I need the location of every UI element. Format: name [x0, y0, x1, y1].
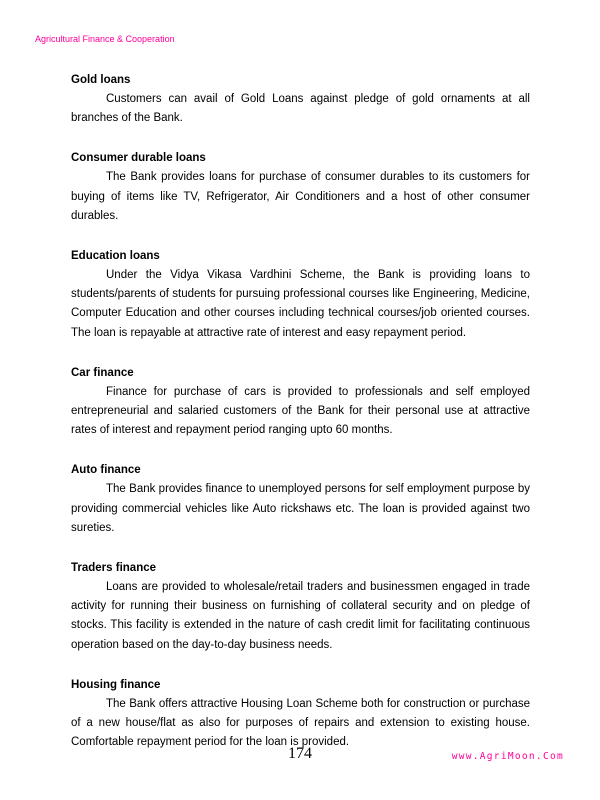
section-gold-loans — [71, 71, 530, 128]
section-body: The Bank provides finance to unemployed persons for self employment purpose by providing commercial vehicles like Auto rickshaws etc. The loan is provided against two sureties. — [71, 483, 530, 534]
section-title: Education loans — [71, 250, 160, 263]
section-housing-finance — [71, 676, 530, 753]
section-body: Under the Vidya Vikasa Vardhini Scheme, the Bank is providing loans to students/parents of students for pursuing professional courses like Engineering, Medicine, Computer Education and other courses including technical courses/job oriented courses. The loan is repayable at attractive rate of interest and easy repayment period. — [71, 269, 530, 339]
section-title: Gold loans — [71, 74, 131, 86]
section-title: Traders finance — [71, 562, 157, 575]
section-education-loans — [71, 247, 530, 343]
section-body: The Bank offers attractive Housing Loan Scheme both for construction or purchase of a new house/flat as also for purposes of repairs and extension to existing house. Comfortable repayment period for the loan is provided. — [71, 697, 530, 749]
site-url[interactable]: www.AgriMoon.Com — [451, 751, 564, 762]
page-number: 174 — [288, 745, 312, 762]
section-title: Auto finance — [71, 464, 141, 477]
section-consumer-durable-loans — [71, 149, 530, 226]
section-title: Consumer durable loans — [71, 152, 206, 165]
section-body: Loans are provided to wholesale/retail traders and businessmen engaged in trade activity for running their business on furnishing of collateral security and on pledge of stocks. This facility is extended in the nature of cash credit limit for facilitating continuous operation based on the day-to-day business needs. — [71, 581, 530, 651]
running-header: Agricultural Finance & Cooperation — [35, 34, 175, 44]
section-title: Housing finance — [71, 678, 161, 691]
section-title: Car finance — [71, 366, 134, 379]
section-car-finance — [71, 364, 530, 441]
section-body: Finance for purchase of cars is provided to professionals and self employed entrepreneurial and salaried customers of the Bank for their personal use at attractive rates of interest and repayment period ranging upto 60 months. — [71, 385, 530, 437]
section-traders-finance — [71, 559, 530, 655]
section-body: Customers can avail of Gold Loans against pledge of gold ornaments at all branches of the Bank. — [71, 93, 530, 125]
section-body: The Bank provides loans for purchase of consumer durables to its customers for buying of items like TV, Refrigerator, Air Conditioners and a host of other consumer durables. — [71, 171, 530, 222]
section-auto-finance — [71, 461, 530, 538]
document-content — [71, 71, 530, 773]
